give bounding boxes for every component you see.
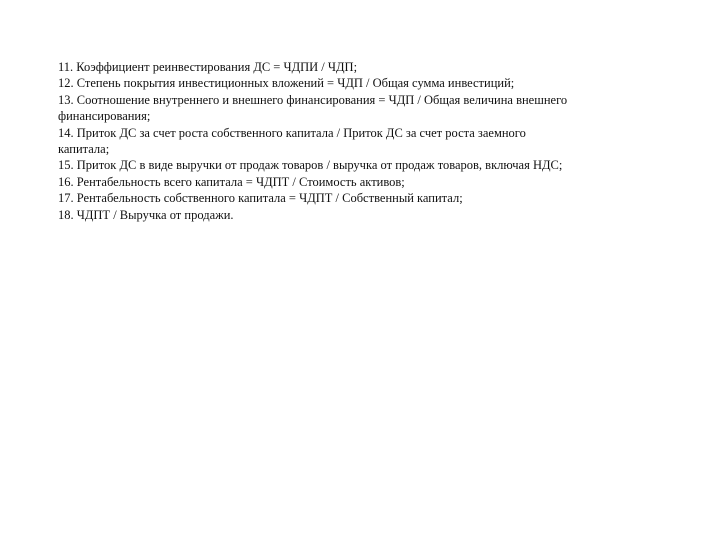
ratio-line-18: 18. ЧДПТ / Выручка от продажи. [58,207,234,222]
ratio-line-14-continued: капитала; [58,142,110,157]
ratio-list [58,59,658,223]
ratio-line-16: 16. Рентабельность всего капитала = ЧДПТ / Стоимость активов; [58,174,405,189]
ratio-line-12: 12. Степень покрытия инвестиционных вложений = ЧДП / Общая сумма инвестиций; [58,76,515,91]
ratio-line-13: 13. Соотношение внутреннего и внешнего финансирования = ЧДП / Общая величина внешнего [58,92,568,107]
ratio-line-11: 11. Коэффициент реинвестирования ДС = ЧДПИ / ЧДП; [58,60,358,74]
ratio-line-17: 17. Рентабельность собственного капитала = ЧДПТ / Собственный капитал; [58,191,463,206]
ratio-line-13-continued: финансирования; [58,109,151,124]
ratio-line-14: 14. Приток ДС за счет роста собственного капитала / Приток ДС за счет роста заемного [58,125,526,140]
ratio-line-15: 15. Приток ДС в виде выручки от продаж товаров / выручка от продаж товаров, включая НДС; [58,158,563,173]
